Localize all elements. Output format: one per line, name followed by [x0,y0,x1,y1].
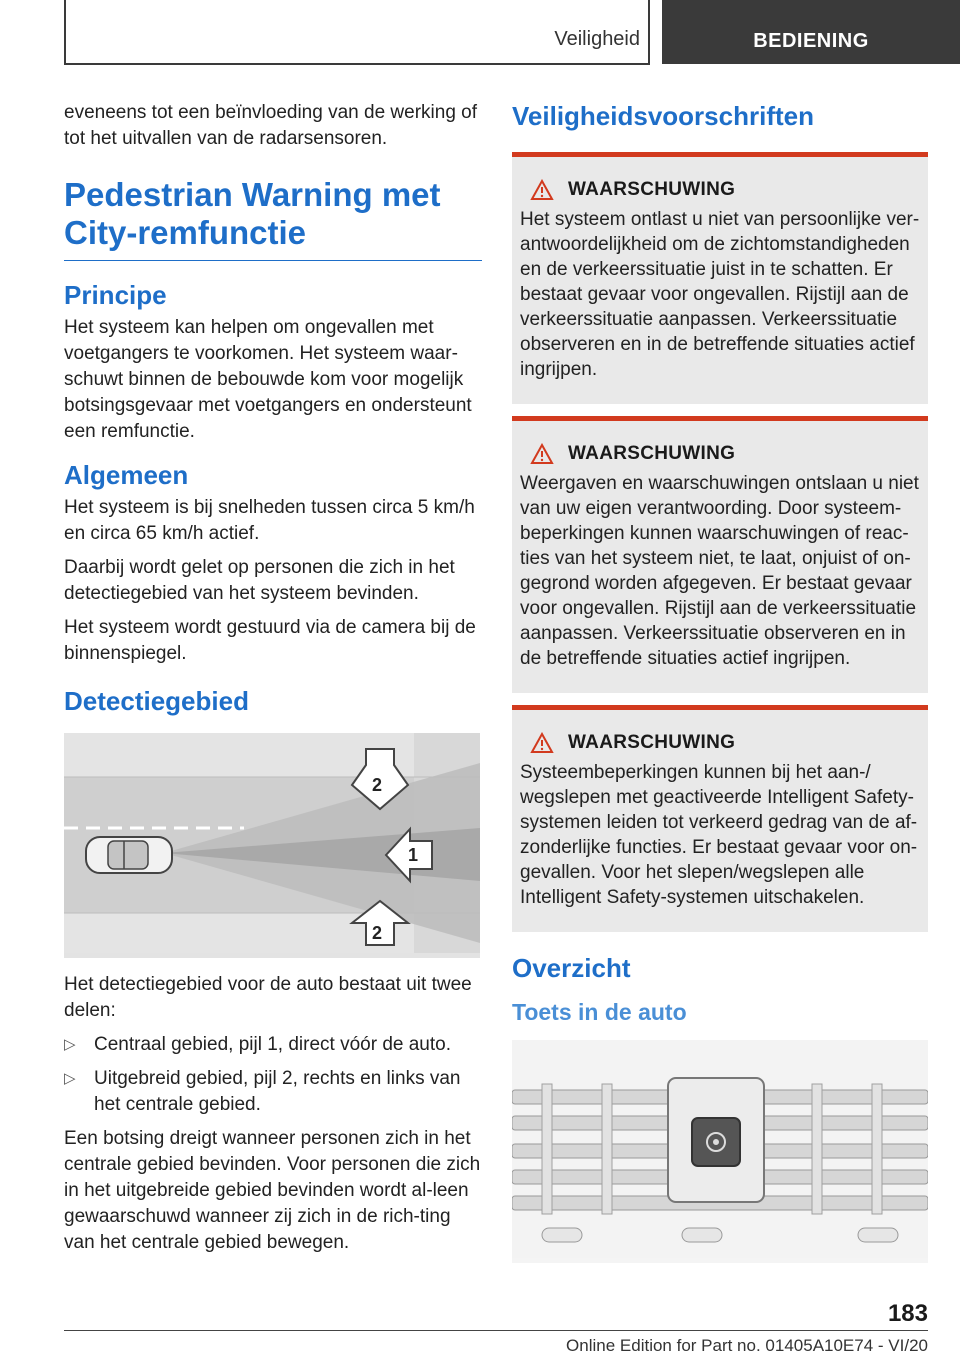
detectie-heading: Detectiegebied [64,686,249,716]
right-column [512,100,928,1277]
pedestrian-warning-button-icon [692,1118,740,1166]
principe-text: Het systeem kan helpen om ongevallen met voetgangers te voorkomen. Het systeem waar-schuwt binnen de bebouwde kom voor mogelijk botsingsgevaar met voetgangers en ondersteunt een remfunctie. [64,317,472,442]
detectie-text-1: Het detectiegebied voor de auto bestaat uit twee delen: [64,974,472,1021]
algemeen-text-2: Daarbij wordt gelet op personen die zich in het detectiegebied van het systeem bevinden. [64,557,455,604]
warning-text: Het systeem ontlast u niet van persoonlijke ver-antwoordelijkheid om de zichtomstandigheden en de verkeerssituatie juist in te schatten. Er bestaat gevaar voor ongevallen. Rijstijl aan de verkeerssituatie aanpassen. Verkeerssituatie observeren en in de betreffende situaties actief ingrijpen. [520,209,920,380]
detectie-text-2: Een botsing dreigt wanneer personen zich in het centrale gebied bevinden. Voor personen die zich in het uitgebreide gebied bevinden wordt al-leen gewaarschuwd wanneer zij zich in de rich-ting van het centrale gebied bewegen. [64,1128,481,1253]
triangle-bullet-icon: ▷ [64,1070,76,1087]
warning-title: WAARSCHUWING [568,179,736,200]
header-bottom-rule [64,63,650,65]
warning-box-3 [512,705,928,932]
warning-box-1 [512,152,928,404]
arrow-bottom-label: 2 [372,923,383,943]
car-icon [86,837,172,873]
page-number: 183 [887,1300,928,1327]
left-column [64,100,482,1264]
overzicht-heading: Overzicht [512,953,631,983]
page-title: Pedestrian Warning met City-remfunctie [64,176,482,261]
warning-text: Weergaven en waarschuwingen ontslaan u niet van uw eigen verantwoording. Door systeem-beperkingen kunnen waarschuwingen of reac-ties van het systeem niet, te laat, onjuist of on-gegrond worden afgegeven. Er bestaat gevaar voor ongevallen. Rijstijl aan de verkeerssituatie aanpassen. Verkeerssituatie observeren en in de betreffende situaties actief ingrijpen. [520,473,919,669]
veiligheid-heading: Veiligheidsvoorschriften [512,101,814,131]
detectie-bullet-list [64,1032,482,1118]
warning-text: Systeembeperkingen kunnen bij het aan-/ wegslepen met geactiveerde Intelligent Safety-systemen leiden tot verkeerd gedrag van de af-zonderlijke functies. Er bestaat gevaar voor on-gevallen. Voor het slepen/wegslepen alle Intelligent Safety-systemen uitschakelen. [520,762,918,908]
toets-heading: Toets in de auto [512,999,687,1025]
footer-rule [64,1330,928,1331]
arrow-top-label: 2 [372,775,383,795]
algemeen-text-3: Het systeem wordt gestuurd via de camera bij de binnenspiegel. [64,617,476,664]
warning-title: WAARSCHUWING [568,732,736,753]
principe-heading: Principe [64,280,167,310]
button-photo-figure [512,1040,928,1263]
arrow-center-label: 1 [408,845,419,865]
header-section-label: Veiligheid [554,28,640,50]
header-left-rule [64,0,66,64]
algemeen-heading: Algemeen [64,460,189,490]
list-item: ▷ Centraal gebied, pijl 1, direct vóór de auto. [64,1032,482,1058]
list-item: ▷ Uitgebreid gebied, pijl 2, rechts en links van het centrale gebied. [64,1068,461,1115]
dashboard-vent-illustration [512,1040,928,1258]
detection-area-diagram [64,733,480,953]
detection-area-figure [64,733,480,958]
warning-triangle-icon [530,179,554,201]
header-right-rule [648,0,650,64]
warning-triangle-icon [530,732,554,754]
algemeen-text-1: Het systeem is bij snelheden tussen circa 5 km/h en circa 65 km/h actief. [64,497,475,544]
warning-box-2 [512,416,928,693]
header-chapter-tab[interactable]: BEDIENING [662,0,960,64]
warning-title: WAARSCHUWING [568,443,736,464]
warning-triangle-icon [530,443,554,465]
intro-paragraph: eveneens tot een beïnvloeding van de werking of tot het uitvallen van de radarsensoren. [64,102,478,149]
footer-edition[interactable]: Online Edition for Part no. 01405A10E74 - VI/20 [566,1336,928,1355]
triangle-bullet-icon: ▷ [64,1036,76,1053]
